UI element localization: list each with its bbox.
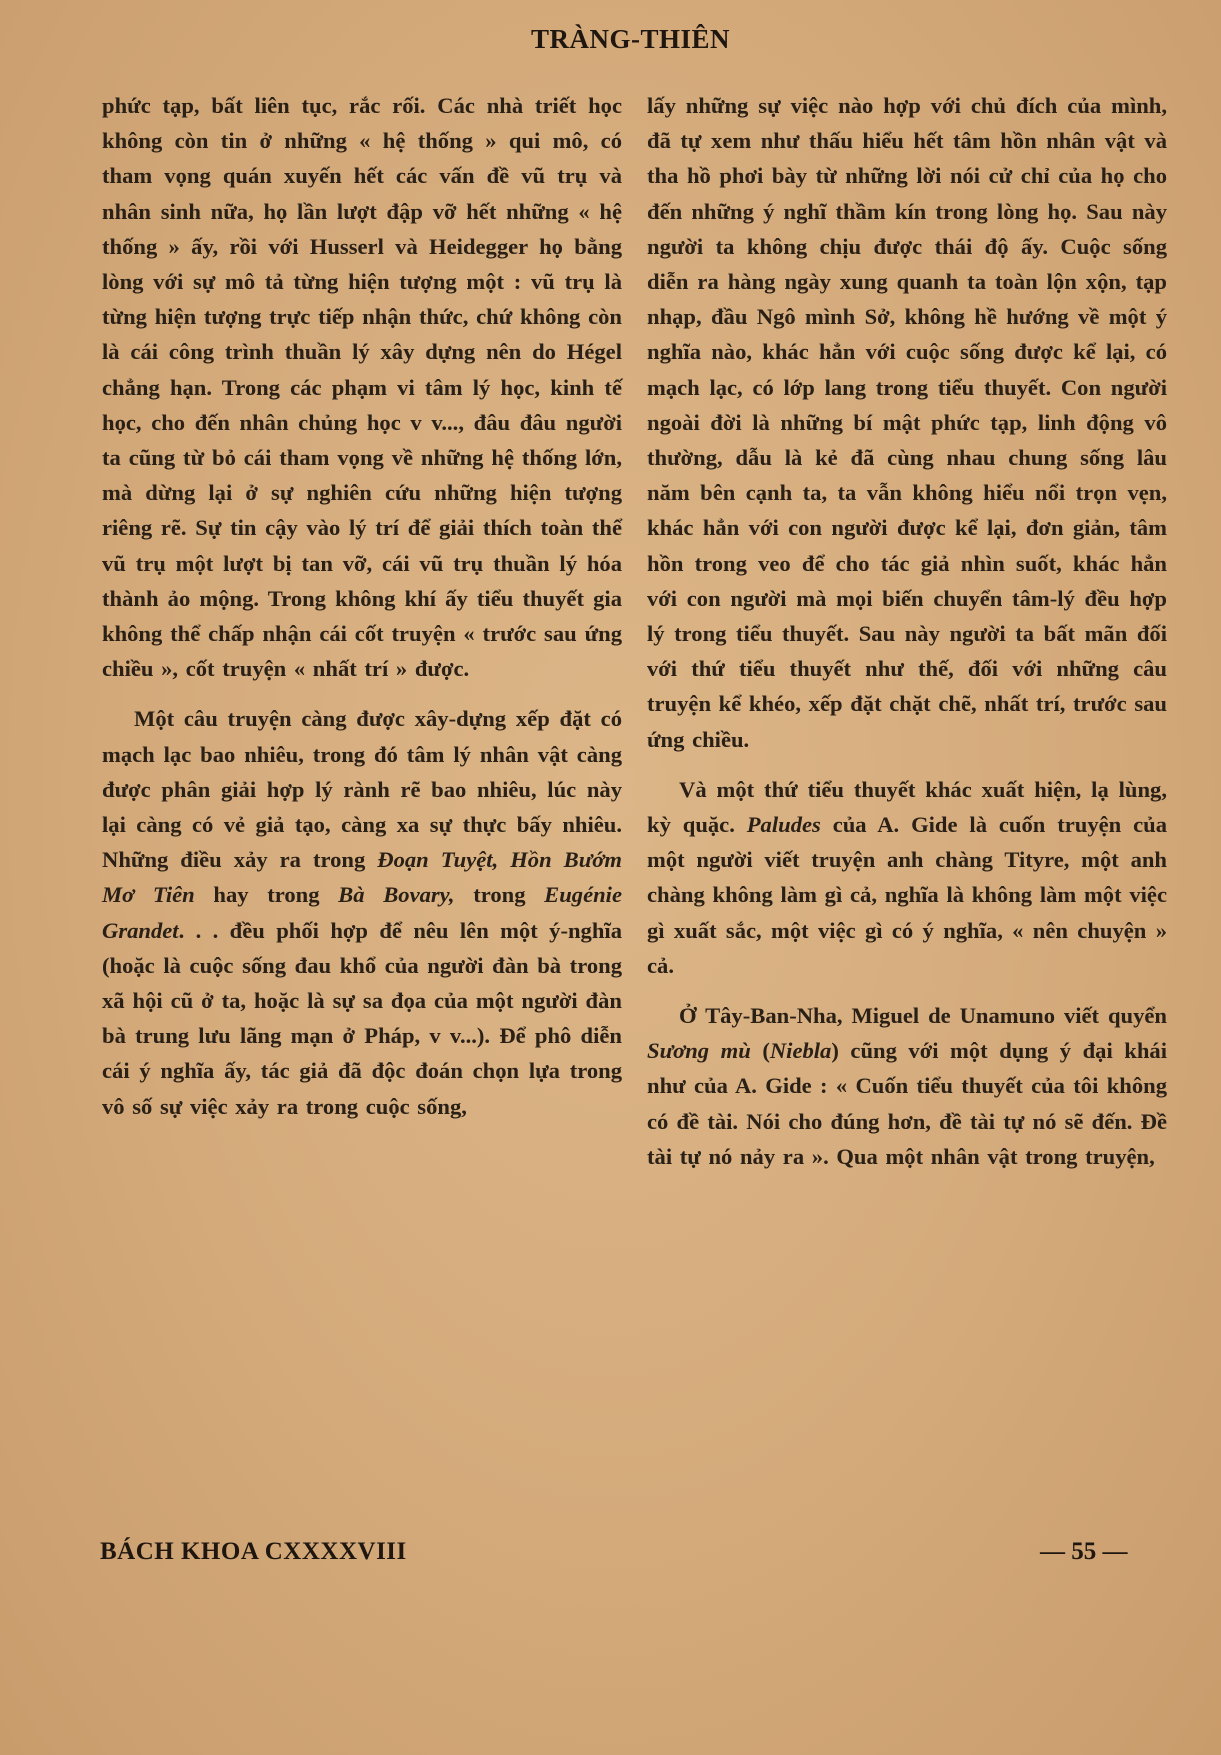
text-run: ) cũng với một dụng ý đại khái như của A. Gide : « Cuốn tiểu thuyết của tôi không có đề tài. Nói cho đúng hơn, đề tài tự nó sẽ đến. Đề tài tự nó nảy ra ». Qua một nhân vật trong truyện, [647,1038,1167,1169]
author-name: TRÀNG-THIÊN [530,24,731,54]
paragraph [647,998,1167,1174]
text-run: Và một thứ tiểu thuyết khác xuất hiện, lạ lùng, kỳ quặc. [647,776,1167,838]
book-title: Bà Bovary, [338,882,455,908]
paragraph: lấy những sự việc nào hợp với chủ đích của mình, đã tự xem như thấu hiểu hết tâm hồn nhân vật và tha hồ phơi bày từ những lời nói cử chỉ của họ cho đến những ý nghĩ thầm kín trong lòng họ. Sau này người ta không chịu được thái độ ấy. Cuộc sống diễn ra hàng ngày xung quanh ta toàn lộn xộn, tạp nhạp, đầu Ngô mình Sở, không hề hướng về một ý nghĩa nào, khác hẳn với cuộc sống được kể lại, có mạch lạc, có lớp lang trong tiểu thuyết. Con người ngoài đời là những bí mật phức tạp, linh động vô thường, dẫu là kẻ đã cùng nhau chung sống lâu năm bên cạnh ta, ta vẫn không hiểu nổi trọn vẹn, khác hẳn với con người được kể lại, đơn giản, tâm hồn trong veo để cho tác giả nhìn suốt, khác hẳn với con người mà mọi biến chuyển tâm-lý đều hợp lý trong tiểu thuyết. Sau này người ta bất mãn đối với thứ tiểu thuyết như thế, đối với những câu truyện kể khéo, xếp đặt chặt chẽ, nhất trí, trước sau ứng chiều. [647,93,1167,752]
book-title: Eugénie Grandet [102,882,622,943]
book-title: Sương mù [647,1038,751,1064]
book-title: Đoạn Tuyệt, Hồn Bướm Mơ Tiên [102,847,622,908]
text-run: của A. Gide là cuốn truyện của một người viết truyện anh chàng Tityre, một anh chàng không làm gì cả, nghĩa là không làm một việc gì xuất sắc, một việc gì có ý nghĩa, « nên chuyện » cả. [647,812,1167,978]
text-run: . . . đều phối hợp để nêu lên một ý-nghĩa (hoặc là cuộc sống đau khổ của người đàn bà trong xã hội cũ ở ta, hoặc là sự sa đọa của một người đàn bà trung lưu lãng mạn ở Pháp, v v...). Để phô diễn cái ý nghĩa ấy, tác giả đã độc đoán chọn lựa trong vô số sự việc xảy ra trong cuộc sống, [102,917,622,1119]
paragraph: phức tạp, bất liên tục, rắc rối. Các nhà triết học không còn tin ở những « hệ thống » qui mô, có tham vọng quán xuyến hết các vấn đề vũ trụ và nhân sinh nữa, họ lần lượt đập vỡ hết những « hệ thống » ấy, rồi với Husserl và Heidegger họ bằng lòng với sự mô tả từng hiện tượng một : vũ trụ là từng hiện tượng trực tiếp nhận thức, chứ không còn là cái công trình thuần lý xây dựng nên do Hégel chẳng hạn. Trong các phạm vi tâm lý học, kinh tế học, cho đến nhân chủng học v v..., đâu đâu người ta cũng từ bỏ cái tham vọng về những hệ thống lớn, mà dừng lại ở sự nghiên cứu những hiện tượng riêng rẽ. Sự tin cậy vào lý trí để giải thích toàn thể vũ trụ một lượt bị tan vỡ, cái vũ trụ thuần lý hóa thành ảo mộng. Trong không khí ấy tiểu thuyết gia không thể chấp nhận cái cốt truyện « trước sau ứng chiều », cốt truyện « nhất trí » được. [102,93,622,682]
text-run: ( [750,1038,770,1064]
text-run: trong [454,882,545,908]
left-column [102,88,622,1124]
book-title: Paludes [746,812,821,838]
paragraph [102,701,622,1123]
text-run: hay trong [194,882,339,908]
right-column [647,88,1167,1174]
book-title: Niebla [769,1038,832,1064]
text-run: Ở Tây-Ban-Nha, Miguel de Unamuno viết quyển [679,1003,1167,1029]
text-run: Một câu truyện càng được xây-dựng xếp đặt có mạch lạc bao nhiêu, trong đó tâm lý nhân vật càng được phân giải hợp lý rành rẽ bao nhiêu, lúc này lại càng có vẻ giả tạo, càng xa sự thực bấy nhiêu. Những điều xảy ra trong [102,706,622,873]
paragraph [647,772,1167,983]
page-number: — 55 — [1040,1538,1128,1565]
running-header [0,24,1221,55]
publication-footer: BÁCH KHOA CXXXXVIII [100,1538,407,1565]
